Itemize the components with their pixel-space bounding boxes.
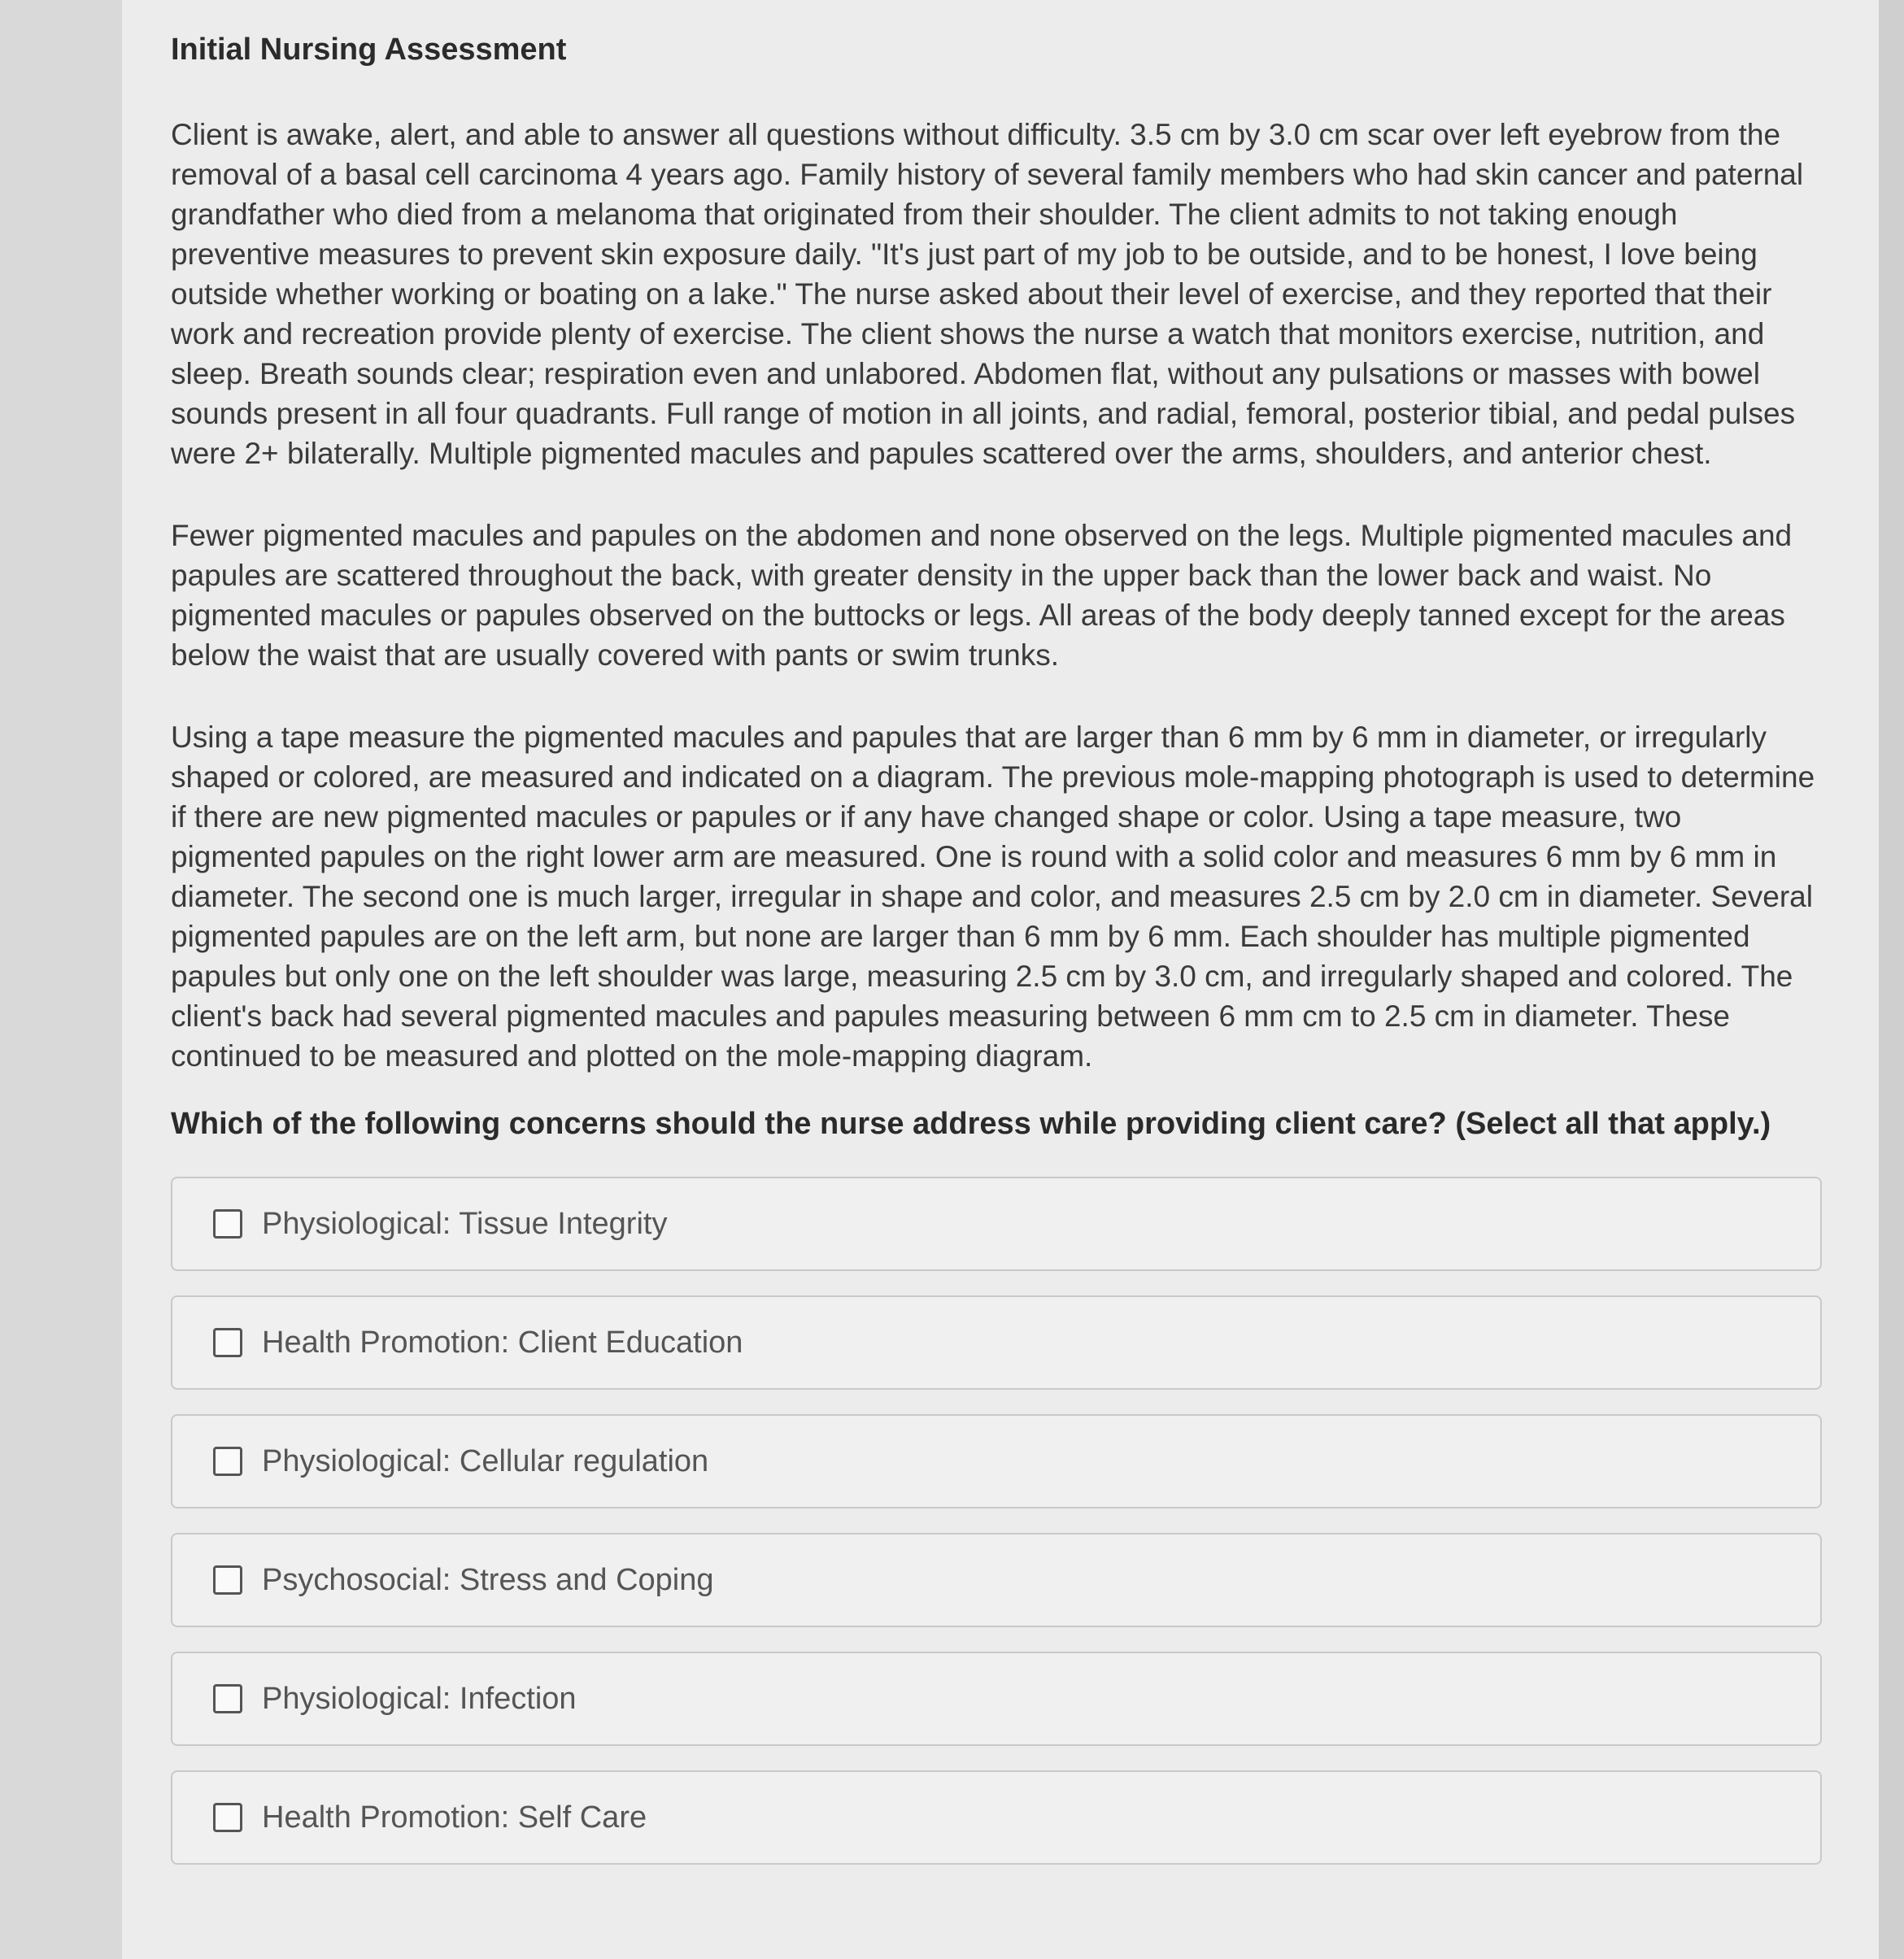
option-infection[interactable] xyxy=(171,1652,1822,1746)
checkbox-icon[interactable] xyxy=(213,1803,242,1832)
option-label: Physiological: Infection xyxy=(262,1681,577,1716)
option-client-education[interactable] xyxy=(171,1295,1822,1390)
assessment-paragraph-2: Fewer pigmented macules and papules on the abdomen and none observed on the legs. Multiple pigmented macules and papules are scattered throughout the back, with greater density in the upper back than the lower back and waist. No pigmented macules or papules observed on the buttocks or legs. All areas of the body deeply tanned except for the areas below the waist that are usually covered with pants or swim trunks. xyxy=(171,519,1793,672)
option-label: Physiological: Cellular regulation xyxy=(262,1443,709,1478)
option-tissue-integrity[interactable] xyxy=(171,1177,1822,1271)
question-prompt: Which of the following concerns should the nurse address while providing client care? (Select all that apply.) xyxy=(171,1107,1771,1141)
checkbox-icon[interactable] xyxy=(213,1447,242,1476)
answer-options xyxy=(171,1177,1822,1865)
window-edge xyxy=(1879,0,1904,1959)
question-page xyxy=(122,0,1879,1959)
option-stress-and-coping[interactable] xyxy=(171,1533,1822,1627)
option-label: Psychosocial: Stress and Coping xyxy=(262,1562,714,1597)
checkbox-icon[interactable] xyxy=(213,1328,242,1357)
option-cellular-regulation[interactable] xyxy=(171,1414,1822,1508)
option-self-care[interactable] xyxy=(171,1770,1822,1865)
assessment-paragraph-1: Client is awake, alert, and able to answer all questions without difficulty. 3.5 cm by 3.0 cm scar over left eyebrow from the removal of a basal cell carcinoma 4 years ago. Family history of several family members who had skin cancer and paternal grandfather who died from a melanoma that originated from their shoulder. The client admits to not taking enough preventive measures to prevent skin exposure daily. "It's just part of my job to be outside, and to be honest, I love being outside whether working or boating on a lake." The nurse asked about their level of exercise, and they reported that their work and recreation provide plenty of exercise. The client shows the nurse a watch that monitors exercise, nutrition, and sleep. Breath sounds clear; respiration even and unlabored. Abdomen flat, without any pulsations or masses with bowel sounds present in all four quadrants. Full range of motion in all joints, and radial, femoral, posterior tibial, and pedal pulses were 2+ bilaterally. Multiple pigmented macules and papules scattered over the arms, shoulders, and anterior chest. xyxy=(171,118,1804,470)
checkbox-icon[interactable] xyxy=(213,1209,242,1239)
checkbox-icon[interactable] xyxy=(213,1565,242,1595)
checkbox-icon[interactable] xyxy=(213,1684,242,1713)
option-label: Physiological: Tissue Integrity xyxy=(262,1206,668,1241)
option-label: Health Promotion: Self Care xyxy=(262,1800,647,1835)
option-label: Health Promotion: Client Education xyxy=(262,1325,743,1360)
assessment-paragraph-3: Using a tape measure the pigmented macules and papules that are larger than 6 mm by 6 mm in diameter, or irregularly shaped or colored, are measured and indicated on a diagram. The previous mole-mapping photograph is used to determine if there are new pigmented macules or papules or if any have changed shape or color. Using a tape measure, two pigmented papules on the right lower arm are measured. One is round with a solid color and measures 6 mm by 6 mm in diameter. The second one is much larger, irregular in shape and color, and measures 2.5 cm by 2.0 cm in diameter. Several pigmented papules are on the left arm, but none are larger than 6 mm by 6 mm. Each shoulder has multiple pigmented papules but only one on the left shoulder was large, measuring 2.5 cm by 3.0 cm, and irregularly shaped and colored. The client's back had several pigmented macules and papules measuring between 6 mm cm to 2.5 cm in diameter. These continued to be measured and plotted on the mole-mapping diagram. xyxy=(171,720,1815,1073)
section-title: Initial Nursing Assessment xyxy=(171,33,567,67)
